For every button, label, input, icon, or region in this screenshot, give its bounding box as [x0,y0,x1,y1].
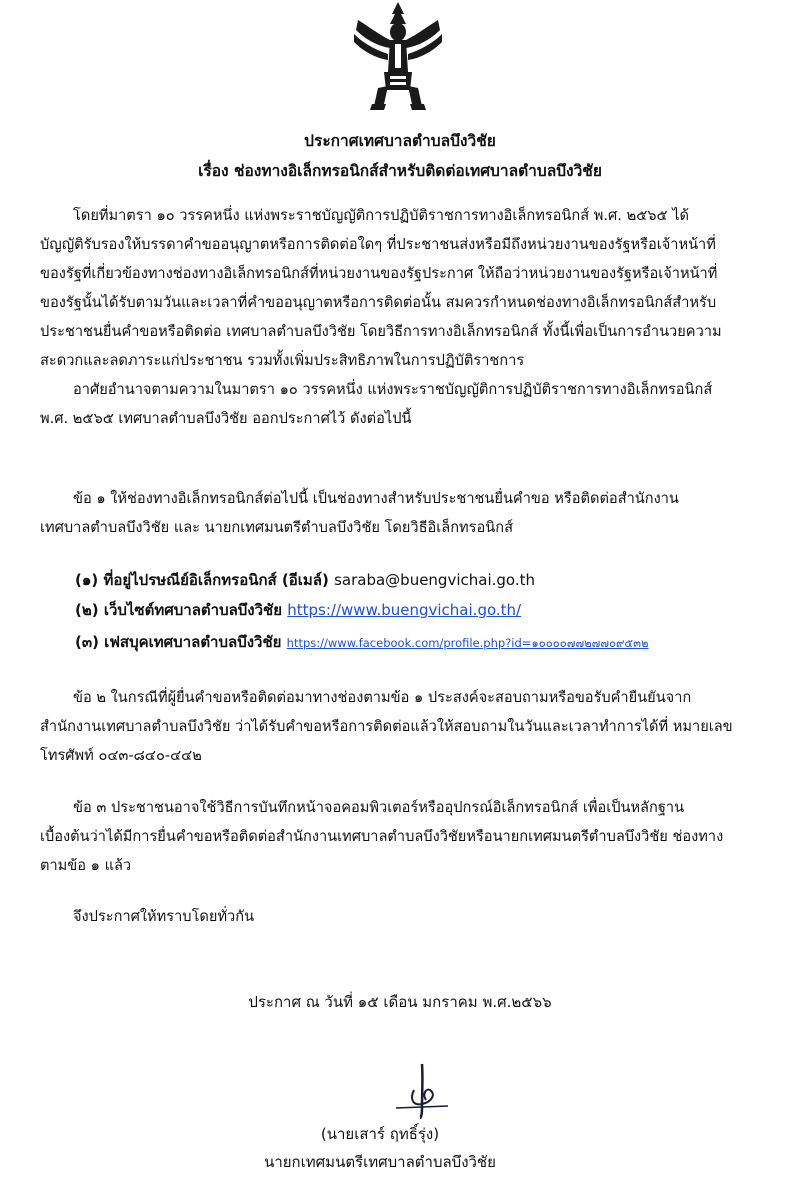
handwritten-signature [392,1060,452,1120]
authority-paragraph [40,375,768,433]
announcement-date: ประกาศ ณ วันที่ ๑๕ เดือน มกราคม พ.ศ.๒๕๖๖ [248,993,552,1011]
intro-line: บัญญัติรับรองให้บรรดาคำขออนุญาตหรือการติดต่อใดๆ ที่ประชาชนส่งหรือมีถึงหน่วยงานของรัฐหรือเจ้าหน้าที่ [40,236,716,253]
subject-line: เรื่อง ช่องทางอิเล็กทรอนิกส์สำหรับติดต่อเทศบาลตำบลบึงวิชัย [198,162,602,180]
facebook-link[interactable]: https://www.facebook.com/profile.php?id=๑๐๐๐๐๗๗๒๗๗๐๙๕๓๒ [286,636,649,650]
channel-facebook-label: (๓) เฟสบุคเทศบาลตำบลบึงวิชัย [75,633,282,651]
channel-facebook [75,630,649,654]
clause-3 [40,793,768,880]
channel-email [75,568,535,592]
clause-3-line: ข้อ ๓ ประชาชนอาจใช้วิธีการบันทึกหน้าจอคอมพิวเตอร์หรืออุปกรณ์อิเล็กทรอนิกส์ เพื่อเป็นหลักฐาน [73,799,685,816]
garuda-emblem-icon [348,0,448,112]
channel-email-label: (๑) ที่อยู่ไปรษณีย์อิเล็กทรอนิกส์ (อีเมล์) [75,571,329,589]
clause-2-line: สำนักงานเทศบาลตำบลบึงวิชัย ว่าได้รับคำขอหรือการติดต่อแล้วให้สอบถามในวันและเวลาทำการได้ที่ หมายเลข [40,718,733,735]
intro-line: สะดวกและลดภาระแก่ประชาชน รวมทั้งเพิ่มประสิทธิภาพในการปฏิบัติราชการ [40,352,525,369]
clause-1-line: ข้อ ๑ ให้ช่องทางอิเล็กทรอนิกส์ต่อไปนี้ เป็นช่องทางสำหรับประชาชนยื่นคำขอ หรือติดต่อสำนักงาน [73,490,679,507]
authority-line: อาศัยอำนาจตามความในมาตรา ๑๐ วรรคหนึ่ง แห่งพระราชบัญญัติการปฏิบัติราชการทางอิเล็กทรอนิกส์ [73,381,713,398]
intro-line: ประชาชนยื่นคำขอหรือติดต่อ เทศบาลตำบลบึงวิชัย โดยวิธีการทางอิเล็กทรอนิกส์ ทั้งนี้เพื่อเป็นการอำนวยความ [40,323,722,340]
closing-line: จึงประกาศให้ทราบโดยทั่วกัน [73,908,255,925]
channel-website [75,598,521,622]
intro-paragraph [40,201,768,375]
signatory-position: นายกเทศมนตรีเทศบาลตำบลบึงวิชัย [264,1153,496,1171]
intro-line: ของรัฐที่เกี่ยวข้องทางช่องทางอิเล็กทรอนิกส์ที่หน่วยงานของรัฐประกาศ ให้ถือว่าหน่วยงานของรัฐหรือเจ้าหน้าที่ [40,265,718,282]
clause-2-line: ข้อ ๒ ในกรณีที่ผู้ยื่นคำขอหรือติดต่อมาทางช่องตามข้อ ๑ ประสงค์จะสอบถามหรือขอรับคำยืนยันจาก [73,689,692,706]
website-link[interactable]: https://www.buengvichai.go.th/ [287,601,522,619]
clause-2 [40,683,768,770]
signatory-name: (นายเสาร์ ฤทธิ์รุ่ง) [320,1125,440,1143]
clause-3-line: ตามข้อ ๑ แล้ว [40,857,132,874]
clause-3-line: เบื้องต้นว่าได้มีการยื่นคำขอหรือติดต่อสำนักงานเทศบาลตำบลบึงวิชัยหรือนายกเทศมนตรีตำบลบึงวิชัย ช่องทาง [40,828,724,845]
intro-line: โดยที่มาตรา ๑๐ วรรคหนึ่ง แห่งพระราชบัญญัติการปฏิบัติราชการทางอิเล็กทรอนิกส์ พ.ศ. ๒๕๖๕ ได้ [73,207,690,224]
authority-line: พ.ศ. ๒๕๖๕ เทศบาลตำบลบึงวิชัย ออกประกาศไว้ ดังต่อไปนี้ [40,410,412,427]
clause-2-line: โทรศัพท์ ๐๔๓-๘๔๐-๔๔๒ [40,747,202,764]
intro-line: ของรัฐนั้นได้รับตามวันและเวลาที่คำขออนุญาตหรือการติดต่อนั้น สมควรกำหนดช่องทางอิเล็กทรอนิกส์สำหรับ [40,294,717,311]
clause-1 [40,484,768,542]
closing-paragraph [40,902,768,931]
channel-website-label: (๒) เว็บไซต์ทศบาลตำบลบึงวิชัย [75,601,283,619]
email-address: saraba@buengvichai.go.th [334,571,535,589]
page-title: ประกาศเทศบาลตำบลบึงวิชัย [304,132,496,150]
clause-1-line: เทศบาลตำบลบึงวิชัย และ นายกเทศมนตรีตำบลบึงวิชัย โดยวิธีอิเล็กทรอนิกส์ [40,519,513,536]
